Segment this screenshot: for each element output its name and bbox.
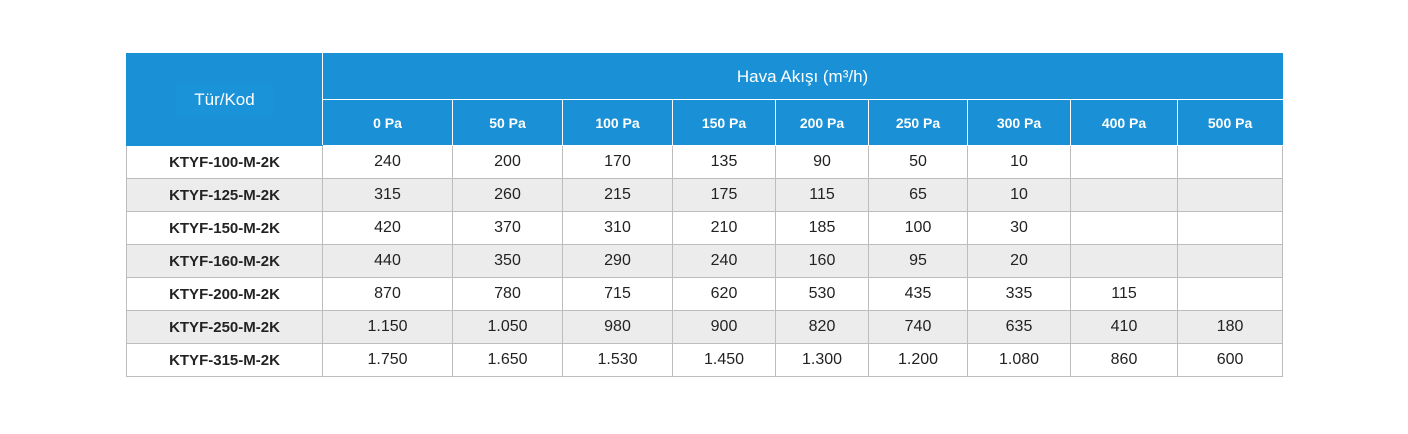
table-cell: 350 <box>453 245 563 278</box>
table-cell: 635 <box>968 311 1071 344</box>
table-row <box>127 179 1283 212</box>
table-cell: 180 <box>1178 311 1283 344</box>
table-row <box>127 278 1283 311</box>
column-header: 200 Pa <box>776 100 869 146</box>
group-header-cell <box>323 54 1283 100</box>
table-cell <box>1178 179 1283 212</box>
row-code: KTYF-150-M-2K <box>127 212 323 245</box>
table-cell: 870 <box>323 278 453 311</box>
table-row <box>127 212 1283 245</box>
table-cell: 980 <box>563 311 673 344</box>
table-cell: 65 <box>869 179 968 212</box>
table-cell: 440 <box>323 245 453 278</box>
table-cell <box>1071 212 1178 245</box>
table-cell: 170 <box>563 146 673 179</box>
corner-label: Tür/Kod <box>176 84 272 116</box>
table-cell: 115 <box>776 179 869 212</box>
table-cell: 435 <box>869 278 968 311</box>
corner-header-cell <box>127 54 323 146</box>
airflow-table-container <box>126 53 1282 377</box>
table-cell: 1.450 <box>673 344 776 377</box>
column-header: 250 Pa <box>869 100 968 146</box>
table-cell: 1.050 <box>453 311 563 344</box>
table-cell: 175 <box>673 179 776 212</box>
table-cell: 1.650 <box>453 344 563 377</box>
table-cell: 335 <box>968 278 1071 311</box>
table-cell: 420 <box>323 212 453 245</box>
table-cell: 215 <box>563 179 673 212</box>
table-cell: 1.300 <box>776 344 869 377</box>
table-cell: 860 <box>1071 344 1178 377</box>
row-code: KTYF-250-M-2K <box>127 311 323 344</box>
row-code: KTYF-125-M-2K <box>127 179 323 212</box>
table-header <box>127 54 1283 146</box>
airflow-table <box>126 53 1283 377</box>
table-cell: 900 <box>673 311 776 344</box>
table-cell: 620 <box>673 278 776 311</box>
table-cell <box>1178 245 1283 278</box>
table-cell: 315 <box>323 179 453 212</box>
table-cell <box>1071 245 1178 278</box>
column-header: 0 Pa <box>323 100 453 146</box>
table-cell: 1.200 <box>869 344 968 377</box>
table-cell: 1.080 <box>968 344 1071 377</box>
table-cell: 210 <box>673 212 776 245</box>
table-cell <box>1071 179 1178 212</box>
column-header: 150 Pa <box>673 100 776 146</box>
table-cell: 290 <box>563 245 673 278</box>
table-cell: 185 <box>776 212 869 245</box>
column-header: 500 Pa <box>1178 100 1283 146</box>
table-body <box>127 146 1283 377</box>
table-cell: 530 <box>776 278 869 311</box>
table-cell: 200 <box>453 146 563 179</box>
table-cell: 50 <box>869 146 968 179</box>
table-cell: 10 <box>968 146 1071 179</box>
group-label: Hava Akışı (m³/h) <box>736 66 869 86</box>
table-cell <box>1178 278 1283 311</box>
row-code: KTYF-100-M-2K <box>127 146 323 179</box>
table-cell: 160 <box>776 245 869 278</box>
table-cell: 1.150 <box>323 311 453 344</box>
row-code: KTYF-200-M-2K <box>127 278 323 311</box>
table-cell: 240 <box>673 245 776 278</box>
table-cell <box>1178 146 1283 179</box>
table-cell: 780 <box>453 278 563 311</box>
table-cell: 370 <box>453 212 563 245</box>
table-cell: 260 <box>453 179 563 212</box>
column-header: 100 Pa <box>563 100 673 146</box>
column-header: 50 Pa <box>453 100 563 146</box>
table-cell: 740 <box>869 311 968 344</box>
table-cell: 240 <box>323 146 453 179</box>
column-header: 400 Pa <box>1071 100 1178 146</box>
table-cell: 10 <box>968 179 1071 212</box>
table-cell: 600 <box>1178 344 1283 377</box>
header-row-group <box>127 54 1283 100</box>
table-cell: 715 <box>563 278 673 311</box>
row-code: KTYF-160-M-2K <box>127 245 323 278</box>
table-row <box>127 344 1283 377</box>
table-cell <box>1071 146 1178 179</box>
table-cell: 100 <box>869 212 968 245</box>
table-cell: 410 <box>1071 311 1178 344</box>
table-cell: 30 <box>968 212 1071 245</box>
table-cell <box>1178 212 1283 245</box>
row-code: KTYF-315-M-2K <box>127 344 323 377</box>
table-cell: 820 <box>776 311 869 344</box>
table-cell: 90 <box>776 146 869 179</box>
table-cell: 135 <box>673 146 776 179</box>
table-cell: 115 <box>1071 278 1178 311</box>
table-cell: 95 <box>869 245 968 278</box>
table-row <box>127 311 1283 344</box>
table-row <box>127 146 1283 179</box>
table-cell: 1.750 <box>323 344 453 377</box>
table-cell: 1.530 <box>563 344 673 377</box>
table-cell: 310 <box>563 212 673 245</box>
column-header: 300 Pa <box>968 100 1071 146</box>
table-row <box>127 245 1283 278</box>
table-cell: 20 <box>968 245 1071 278</box>
